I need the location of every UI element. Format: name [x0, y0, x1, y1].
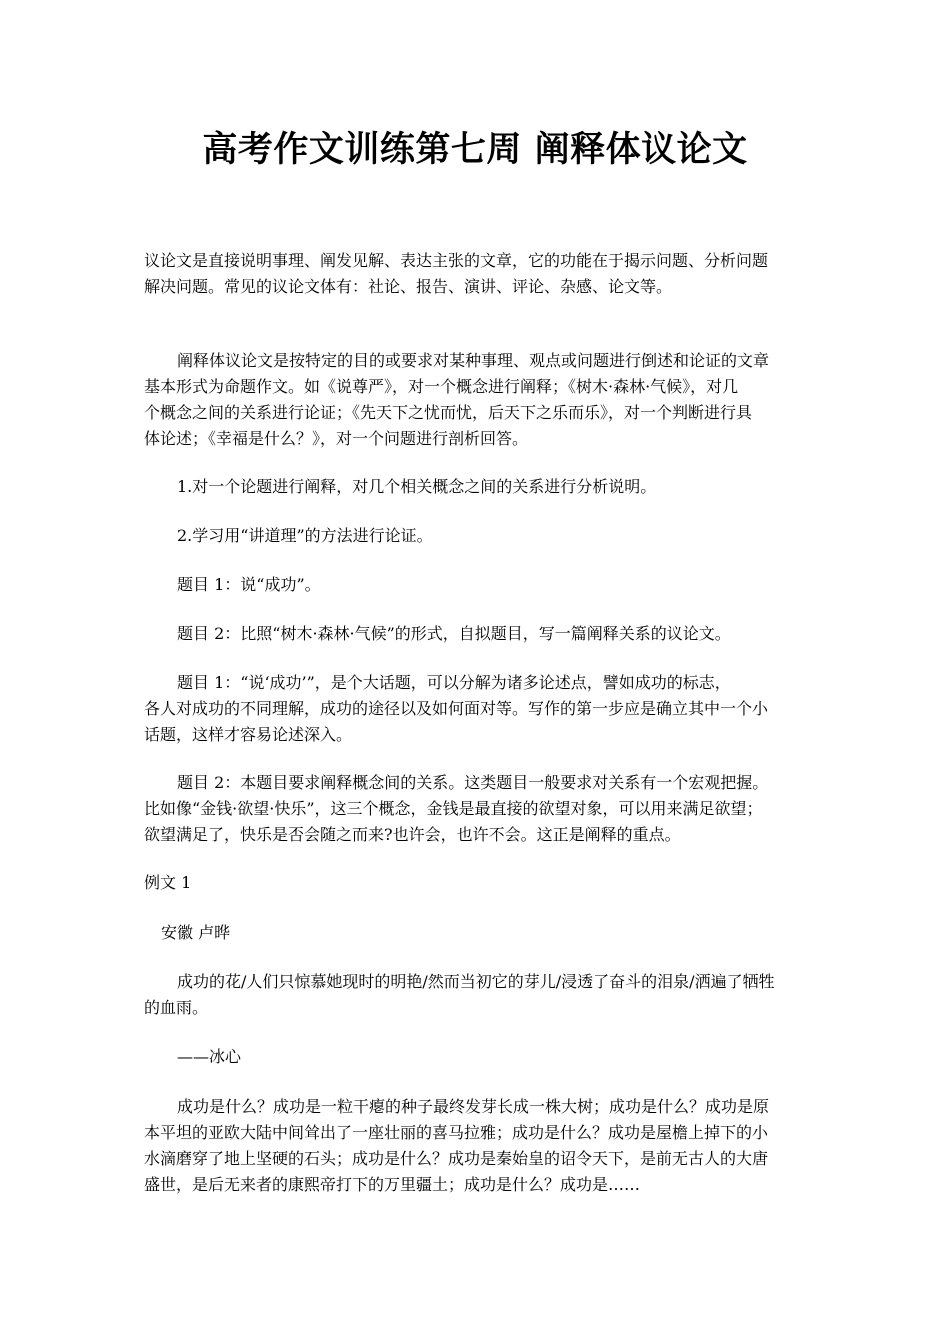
paragraph-line: 本平坦的亚欧大陆中间耸出了一座壮丽的喜马拉雅；成功是什么？成功是屋檐上掉下的小 — [144, 1123, 769, 1142]
paragraph-topic-1-analysis — [144, 670, 814, 748]
paragraph-goal-2 — [144, 523, 814, 549]
paragraph-line: 各人对成功的不同理解，成功的途径以及如何面对等。写作的第一步应是确立其中一个小 — [144, 699, 769, 718]
paragraph-line: 体论述；《幸福是什么？》，对一个问题进行剖析回答。 — [144, 429, 529, 448]
paragraph-definition — [144, 348, 814, 452]
paragraph-intro — [144, 248, 814, 300]
paragraph-line: 基本形式为命题作文。如《说尊严》，对一个概念进行阐释；《树木·森林·气候》，对几 — [144, 377, 739, 396]
paragraph-topic-2-analysis — [144, 770, 814, 848]
paragraph-line: 成功是什么？成功是一粒干瘪的种子最终发芽长成一株大树；成功是什么？成功是原 — [177, 1097, 770, 1116]
paragraph-line: ——冰心 — [177, 1047, 242, 1066]
paragraph-line: 比如像“金钱·欲望·快乐”，这三个概念，金钱是最直接的欲望对象，可以用来满足欲望； — [144, 799, 763, 818]
document-title: 高考作文训练第七周 阐释体议论文 — [202, 129, 748, 170]
paragraph-line: 话题，这样才容易论述深入。 — [144, 725, 353, 744]
paragraph-line: 盛世，是后无来者的康熙帝打下的万里疆土；成功是什么？成功是…… — [144, 1175, 641, 1194]
paragraph-line: 例文 1 — [144, 873, 192, 892]
paragraph-line: 题目 2：本题目要求阐释概念间的关系。这类题目一般要求对关系有一个宏观把握。 — [177, 773, 769, 792]
paragraph-line: 议论文是直接说明事理、阐发见解、表达主张的文章，它的功能在于揭示问题、分析问题 — [144, 251, 769, 270]
paragraph-line: 个概念之间的关系进行论证；《先天下之忧而忧，后天下之乐而乐》，对一个判断进行具 — [144, 403, 753, 422]
example-body — [144, 1094, 814, 1198]
paragraph-goal-1 — [144, 474, 814, 500]
paragraph-topic-1 — [144, 572, 814, 598]
paragraph-line: 欲望满足了，快乐是否会随之而来?也许会，也许不会。这正是阐释的重点。 — [144, 825, 681, 844]
paragraph-line: 1.对一个论题进行阐释，对几个相关概念之间的关系进行分析说明。 — [177, 477, 657, 496]
paragraph-line: 题目 2：比照“树木·森林·气候”的形式，自拟题目，写一篇阐释关系的议论文。 — [177, 624, 731, 643]
paragraph-line: 题目 1：“说‘成功’”，是个大话题，可以分解为诸多论述点，譬如成功的标志， — [177, 673, 731, 692]
example-heading — [144, 870, 814, 896]
paragraph-line: 阐释体议论文是按特定的目的或要求对某种事理、观点或问题进行倒述和论证的文章 — [177, 351, 770, 370]
paragraph-line: 安徽 卢晔 — [161, 923, 231, 942]
paragraph-line: 2.学习用“讲道理”的方法进行论证。 — [177, 526, 433, 545]
paragraph-line: 成功的花/人们只惊慕她现时的明艳/然而当初它的芽儿/浸透了奋斗的泪泉/洒遍了牺牲 — [177, 972, 775, 991]
paragraph-line: 题目 1：说“成功”。 — [177, 575, 321, 594]
paragraph-line: 的血雨。 — [144, 998, 209, 1017]
example-quote — [144, 969, 814, 1021]
paragraph-line: 解决问题。常见的议论文体有：社论、报告、演讲、评论、杂感、论文等。 — [144, 277, 673, 296]
paragraph-topic-2 — [144, 621, 814, 647]
example-quote-attribution — [144, 1044, 814, 1070]
paragraph-line: 水滴磨穿了地上坚硬的石头；成功是什么？成功是秦始皇的诏令天下，是前无古人的大唐 — [144, 1149, 769, 1168]
example-author — [144, 920, 814, 946]
